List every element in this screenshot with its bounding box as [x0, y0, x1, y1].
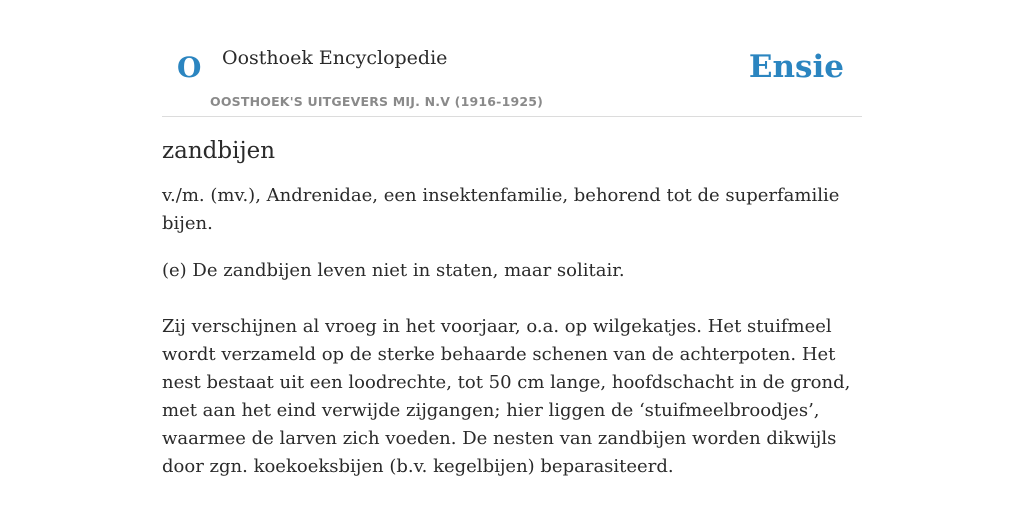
- source-title[interactable]: Oosthoek Encyclopedie: [222, 47, 448, 69]
- ensie-logo-link[interactable]: Ensie: [748, 49, 844, 85]
- publisher-label: OOSTHOEK'S UITGEVERS MIJ. N.V (1916-1925): [210, 94, 544, 109]
- entry-headword: zandbijen: [162, 138, 276, 164]
- entry-body: Zij verschijnen al vroeg in het voorjaar, o.a. op wilgekatjes. Het stuifmeel wordt verzameld op de sterke behaarde schenen van de achterpoten. Het nest bestaat uit een loodrechte, tot 50 cm lange, hoofdschacht in de grond, met aan het eind verwijde zijgangen; hier liggen de ‘stuifmeelbroodjes’, waarmee de larven zich voeden. De nesten van zandbijen worden dikwijls door zgn. koekoeksbijen (b.v. kegelbijen) beparasiteerd.: [162, 315, 851, 477]
- entry-content: [162, 138, 862, 481]
- entry-definition: v./m. (mv.), Andrenidae, een insektenfamilie, behorend tot de superfamilie bijen.: [162, 184, 840, 234]
- source-header: [162, 30, 862, 117]
- entry-note: (e) De zandbijen leven niet in staten, maar solitair.: [162, 259, 625, 281]
- source-logo-letter: O: [177, 51, 202, 84]
